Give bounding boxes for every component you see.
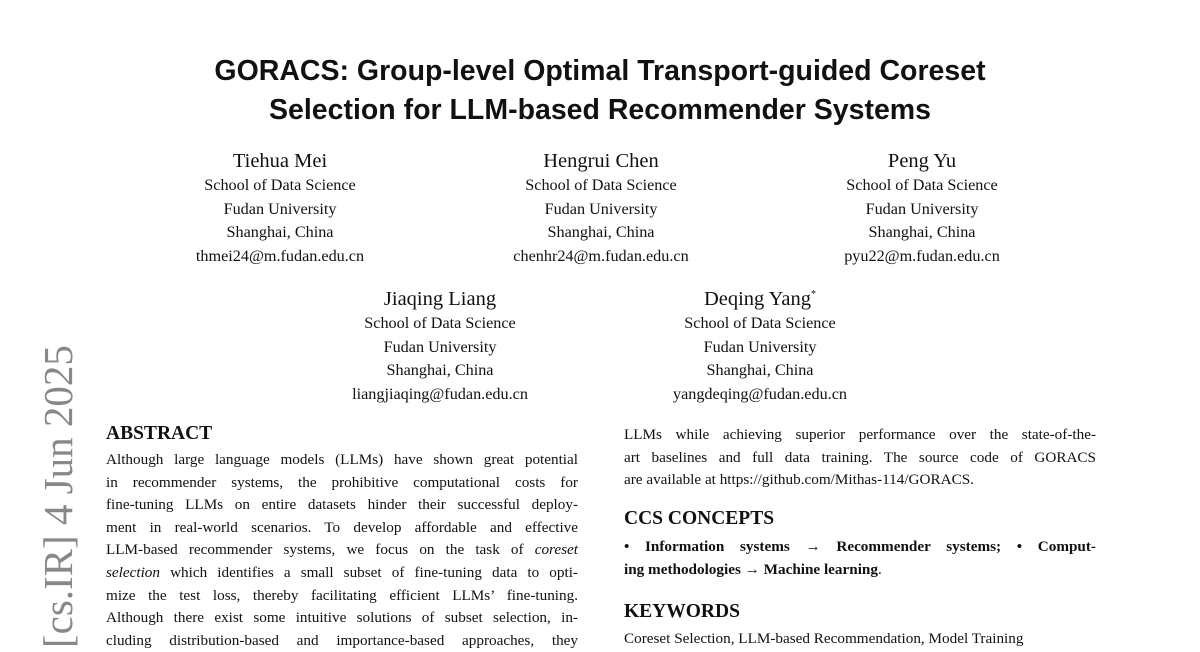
ccs-line: ing methodologies → Machine learning. (624, 560, 882, 578)
author-univ: Fudan University (223, 199, 337, 218)
abstract-line: LLMs while achieving superior performance over the state-of-the- (624, 426, 1096, 443)
author-name: Jiaqing Liang (383, 288, 497, 310)
abstract-line: Although there exist some intuitive solutions of subset selection, in- (106, 609, 578, 627)
author-dept: School of Data Science (204, 176, 356, 194)
author-dept: School of Data Science (846, 176, 998, 194)
author-block (160, 148, 400, 268)
author-name: Hengrui Chen (543, 150, 659, 172)
abstract-line: fine-tuning LLMs on entire datasets hinder their successful deploy- (106, 496, 578, 514)
author-univ: Fudan University (703, 337, 817, 356)
author-univ: Fudan University (383, 337, 497, 356)
author-email: thmei24@m.fudan.edu.cn (195, 246, 365, 265)
abstract-line: Although large language models (LLMs) have shown great potential (106, 451, 578, 468)
author-city: Shanghai, China (706, 361, 814, 379)
corresponding-author-mark: * (811, 289, 817, 301)
author-univ: Fudan University (865, 199, 979, 218)
ccs-line: • Information systems → Recommender systems; • Comput- (624, 538, 1096, 555)
author-city: Shanghai, China (386, 361, 494, 379)
abstract-line: mize the test loss, thereby facilitating efficient LLMs’ fine-tuning. (106, 586, 578, 604)
abstract-continuation (624, 424, 1096, 492)
keywords-text (624, 628, 1096, 651)
author-city: Shanghai, China (868, 223, 976, 241)
author-dept: School of Data Science (364, 314, 516, 332)
author-email: chenhr24@m.fudan.edu.cn (513, 246, 689, 265)
keywords-heading: KEYWORDS (624, 601, 740, 622)
author-email: pyu22@m.fudan.edu.cn (844, 246, 1000, 265)
ccs-concepts-text (624, 536, 1096, 581)
author-block (320, 286, 560, 406)
paper-title (120, 52, 1080, 130)
author-dept: School of Data Science (525, 176, 677, 194)
abstract-line: art baselines and full data training. The source code of GORACS (624, 448, 1096, 466)
title-line-2: Selection for LLM-based Recommender Systems (268, 94, 931, 126)
author-block (470, 148, 732, 268)
author-univ: Fudan University (544, 199, 658, 218)
author-city: Shanghai, China (226, 223, 334, 241)
abstract-line: cluding distribution-based and importance-based approaches, they (106, 631, 578, 649)
author-city: Shanghai, China (547, 223, 655, 241)
author-block (802, 148, 1042, 268)
abstract-line: selection which identifies a small subset of fine-tuning data to opti- (106, 563, 578, 581)
abstract-line: are available at https://github.com/Mithas-114/GORACS. (624, 471, 974, 489)
abstract-line: ment in real-world scenarios. To develop affordable and effective (106, 518, 578, 536)
abstract-line: LLM-based recommender systems, we focus on the task of coreset (106, 541, 578, 559)
keywords-line: Coreset Selection, LLM-based Recommendation, Model Training (624, 630, 1024, 647)
abstract-text (106, 449, 578, 652)
author-email: yangdeqing@fudan.edu.cn (672, 384, 848, 403)
abstract-line: in recommender systems, the prohibitive computational costs for (106, 473, 578, 491)
arxiv-stamp: [cs.IR] 4 Jun 2025 (35, 345, 81, 648)
author-email: liangjiaqing@fudan.edu.cn (352, 384, 528, 403)
ccs-concepts-heading: CCS CONCEPTS (624, 508, 775, 529)
title-line-1: GORACS: Group-level Optimal Transport-guided Coreset (214, 55, 986, 87)
author-name: Deqing Yang* (703, 288, 817, 310)
abstract-heading: ABSTRACT (106, 423, 213, 444)
author-block (640, 286, 880, 406)
author-name: Tiehua Mei (232, 150, 328, 172)
author-dept: School of Data Science (684, 314, 836, 332)
author-name: Peng Yu (887, 150, 957, 172)
